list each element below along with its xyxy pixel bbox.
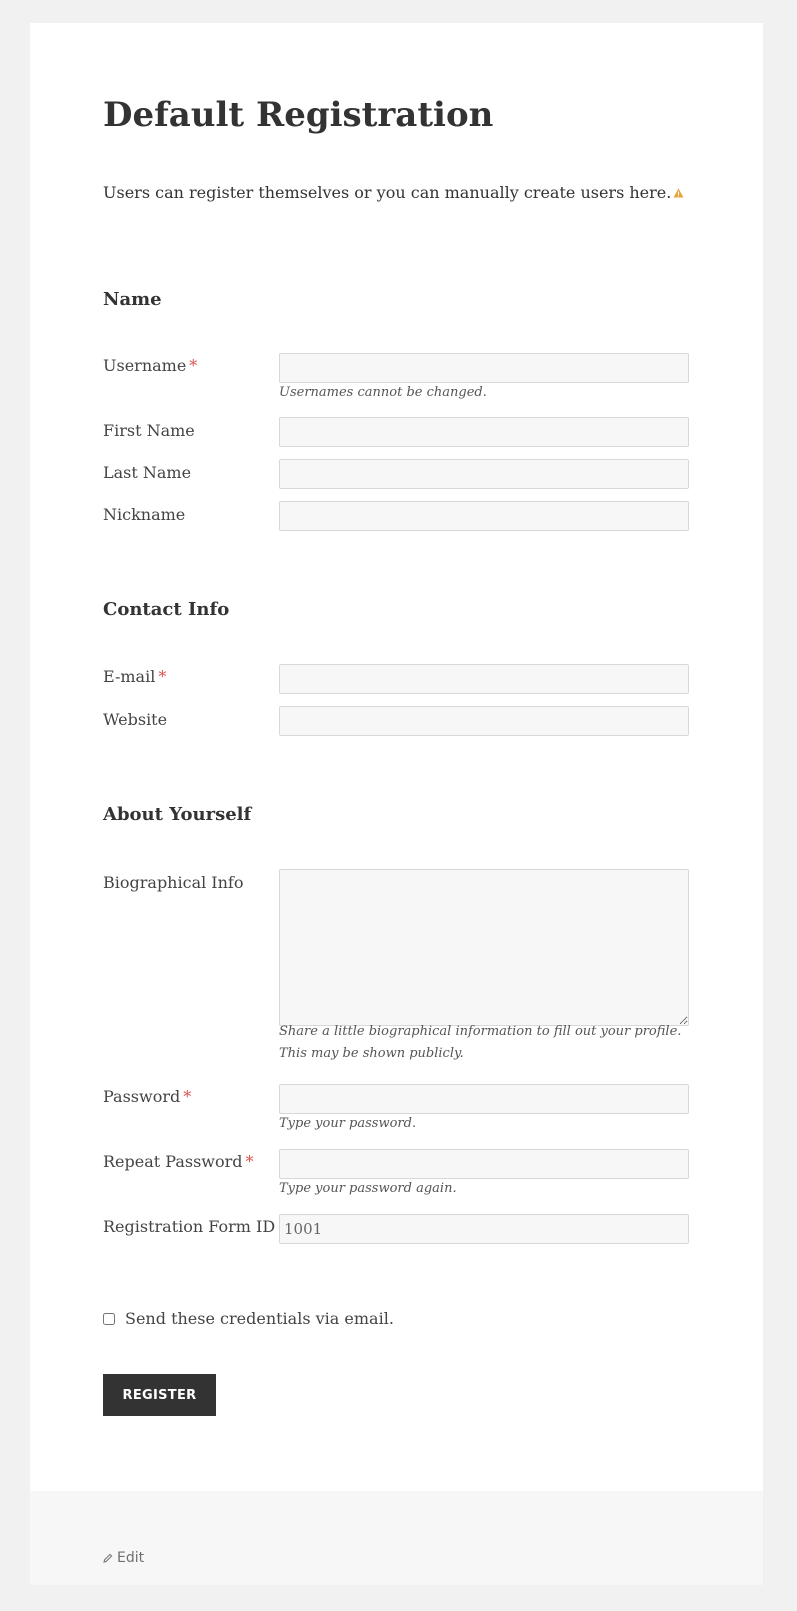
warning-icon [673,183,684,202]
bio-hint-line2: This may be shown publicly. [279,1046,464,1061]
edit-label: Edit [117,1550,145,1566]
username-label-text: Username [103,356,187,375]
form-id-label: Registration Form ID [103,1217,276,1236]
password-hint: Type your password. [279,1116,417,1131]
bio-textarea[interactable] [279,869,689,1026]
required-mark: * [245,1152,254,1171]
last-name-input[interactable] [279,459,689,489]
card-footer [30,1491,763,1585]
intro-text [103,183,684,202]
nickname-label: Nickname [103,505,186,524]
email-label-text: E-mail [103,667,156,686]
section-heading-about: About Yourself [103,804,252,825]
website-label: Website [103,710,168,729]
email-label [103,667,166,686]
required-mark: * [189,356,198,375]
password-label-text: Password [103,1087,181,1106]
password-label [103,1087,191,1106]
repeat-password-label-text: Repeat Password [103,1152,243,1171]
last-name-label: Last Name [103,463,192,482]
repeat-password-label [103,1152,254,1171]
repeat-password-hint: Type your password again. [279,1181,457,1196]
edit-link[interactable] [103,1550,144,1566]
first-name-input[interactable] [279,417,689,447]
nickname-input[interactable] [279,501,689,531]
section-heading-contact: Contact Info [103,599,230,620]
send-credentials-label: Send these credentials via email. [125,1309,394,1328]
first-name-label: First Name [103,421,195,440]
username-input[interactable] [279,353,689,383]
intro-label: Users can register themselves or you can manually create users here. [103,183,672,202]
content-card [30,23,763,1585]
send-credentials-checkbox[interactable] [103,1313,115,1325]
username-label [103,356,197,375]
bio-hint-line1: Share a little biographical information to fill out your profile. [279,1024,682,1039]
send-credentials-row[interactable] [103,1309,394,1328]
website-input[interactable] [279,706,689,736]
pencil-icon [103,1553,113,1563]
email-input[interactable] [279,664,689,694]
repeat-password-input[interactable] [279,1149,689,1179]
bio-label: Biographical Info [103,873,244,892]
required-mark: * [183,1087,192,1106]
required-mark: * [158,667,167,686]
section-heading-name: Name [103,289,162,310]
form-id-input[interactable] [279,1214,689,1244]
password-input[interactable] [279,1084,689,1114]
page-title: Default Registration [103,95,494,135]
register-button[interactable]: REGISTER [103,1374,216,1416]
username-hint: Usernames cannot be changed. [279,385,487,400]
